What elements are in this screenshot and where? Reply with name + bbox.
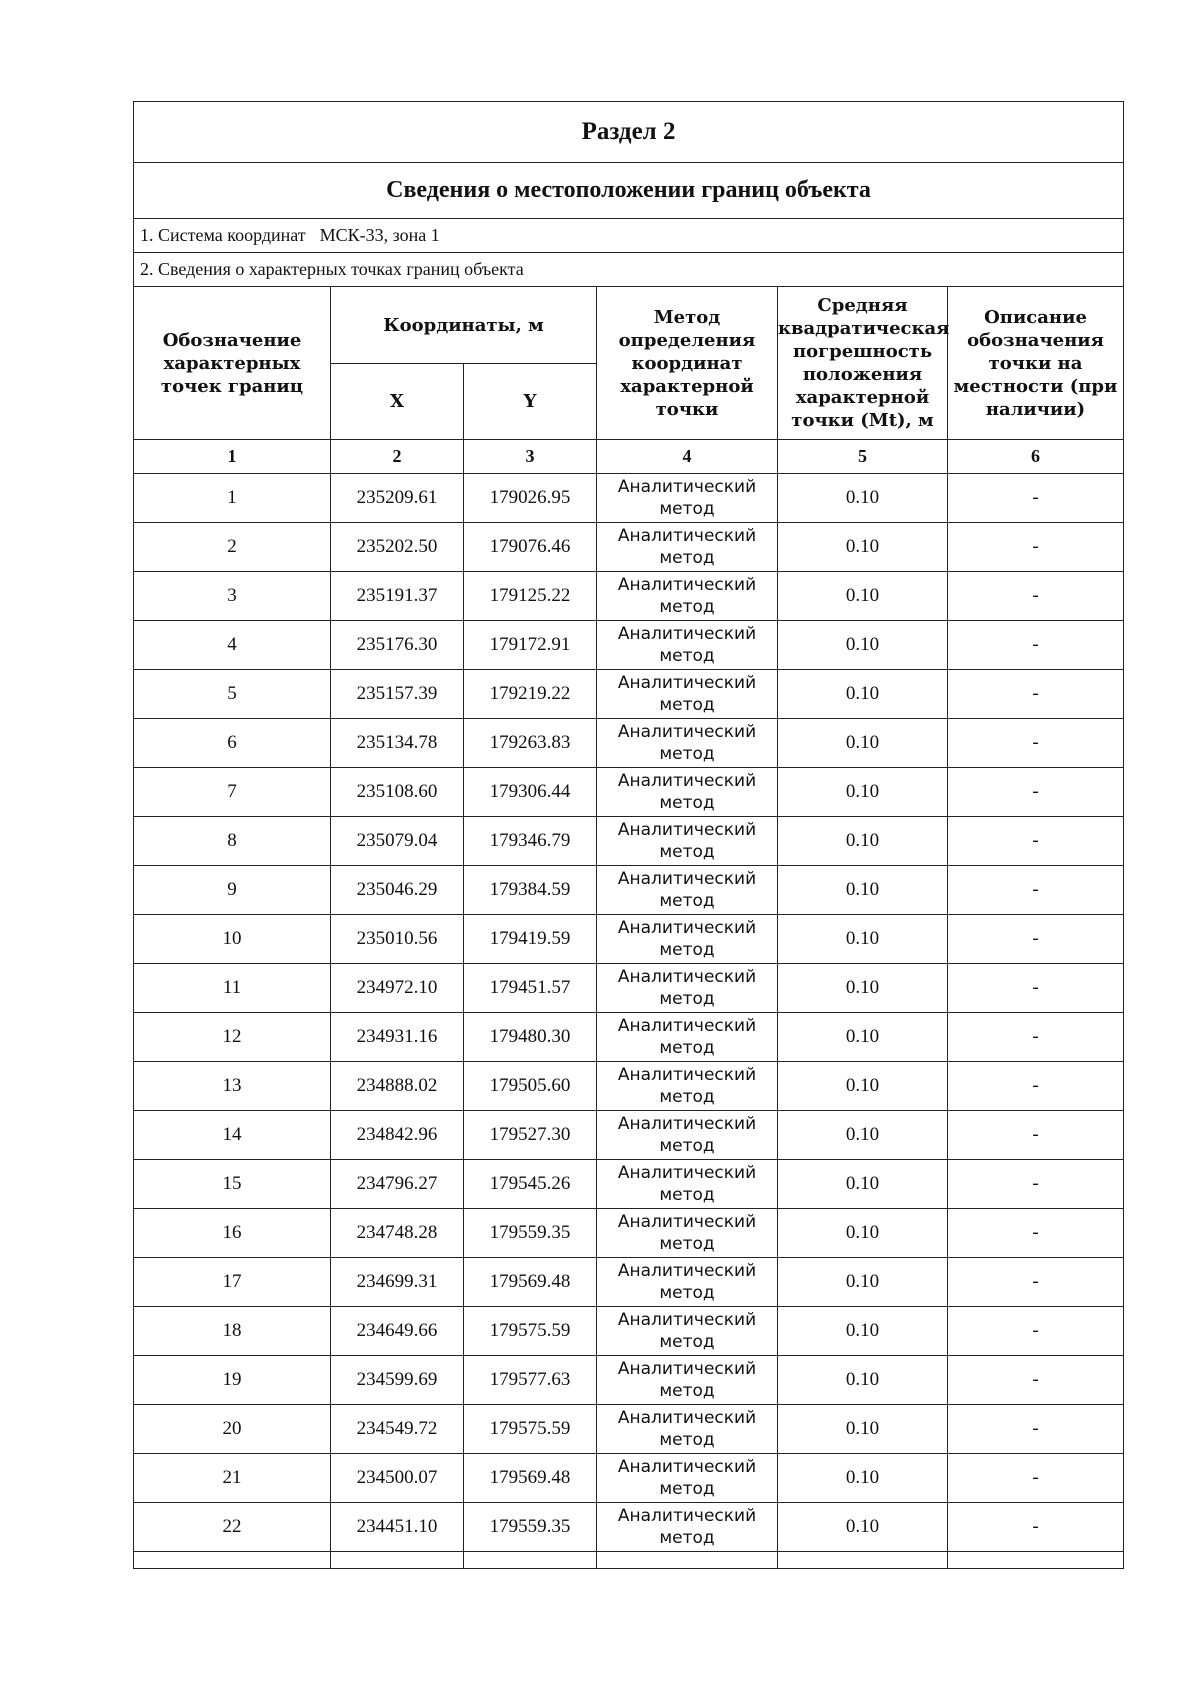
method-cell: Аналитический метод	[597, 1111, 778, 1160]
method-cell: Аналитический метод	[597, 866, 778, 915]
description-cell: -	[948, 1209, 1124, 1258]
method-cell: Аналитический метод	[597, 572, 778, 621]
coord-x-cell: 234888.02	[331, 1062, 464, 1111]
point-number-cell: 12	[134, 1013, 331, 1062]
coord-y-cell: 179306.44	[464, 768, 597, 817]
coord-x-cell: 234699.31	[331, 1258, 464, 1307]
description-cell: -	[948, 670, 1124, 719]
coord-y-cell: 179172.91	[464, 621, 597, 670]
table-row	[134, 866, 1124, 915]
header-description: Описание обозначения точки на местности (при наличии)	[948, 287, 1124, 440]
mean-error-cell: 0.10	[778, 1160, 948, 1209]
method-cell: Аналитический метод	[597, 1062, 778, 1111]
column-number: 4	[597, 440, 778, 474]
table-row	[134, 1160, 1124, 1209]
method-cell: Аналитический метод	[597, 964, 778, 1013]
table-row	[134, 1062, 1124, 1111]
header-coordinates: Координаты, м	[331, 287, 597, 364]
table-row	[134, 1013, 1124, 1062]
table-row	[134, 1111, 1124, 1160]
coord-x-cell: 234549.72	[331, 1405, 464, 1454]
coord-y-cell: 179569.48	[464, 1258, 597, 1307]
empty-cell	[464, 1552, 597, 1569]
point-number-cell: 4	[134, 621, 331, 670]
table-row	[134, 768, 1124, 817]
method-cell: Аналитический метод	[597, 670, 778, 719]
point-number-cell: 16	[134, 1209, 331, 1258]
mean-error-cell: 0.10	[778, 719, 948, 768]
coord-x-cell: 235176.30	[331, 621, 464, 670]
description-cell: -	[948, 915, 1124, 964]
table-row	[134, 1307, 1124, 1356]
mean-error-cell: 0.10	[778, 474, 948, 523]
point-number-cell: 2	[134, 523, 331, 572]
description-cell: -	[948, 572, 1124, 621]
coord-x-cell: 235046.29	[331, 866, 464, 915]
coord-system-label: 1. Система координат	[140, 225, 306, 245]
mean-error-cell: 0.10	[778, 964, 948, 1013]
coord-y-cell: 179480.30	[464, 1013, 597, 1062]
mean-error-cell: 0.10	[778, 1307, 948, 1356]
table-row	[134, 1209, 1124, 1258]
method-cell: Аналитический метод	[597, 1356, 778, 1405]
method-cell: Аналитический метод	[597, 1454, 778, 1503]
column-number: 2	[331, 440, 464, 474]
coord-y-cell: 179545.26	[464, 1160, 597, 1209]
empty-cell	[134, 1552, 331, 1569]
coord-y-cell: 179559.35	[464, 1209, 597, 1258]
coord-x-cell: 235157.39	[331, 670, 464, 719]
method-cell: Аналитический метод	[597, 915, 778, 964]
header-method: Метод определения координат характерной точки	[597, 287, 778, 440]
coord-x-cell: 234599.69	[331, 1356, 464, 1405]
coord-y-cell: 179451.57	[464, 964, 597, 1013]
mean-error-cell: 0.10	[778, 1209, 948, 1258]
method-cell: Аналитический метод	[597, 1503, 778, 1552]
coord-y-cell: 179419.59	[464, 915, 597, 964]
mean-error-cell: 0.10	[778, 1062, 948, 1111]
table-row	[134, 523, 1124, 572]
method-cell: Аналитический метод	[597, 1209, 778, 1258]
method-cell: Аналитический метод	[597, 1405, 778, 1454]
coord-x-cell: 235191.37	[331, 572, 464, 621]
description-cell: -	[948, 1062, 1124, 1111]
coord-y-cell: 179505.60	[464, 1062, 597, 1111]
coord-x-cell: 234972.10	[331, 964, 464, 1013]
description-cell: -	[948, 1454, 1124, 1503]
description-cell: -	[948, 1356, 1124, 1405]
point-number-cell: 13	[134, 1062, 331, 1111]
coord-x-cell: 234451.10	[331, 1503, 464, 1552]
coord-x-cell: 235010.56	[331, 915, 464, 964]
description-cell: -	[948, 1013, 1124, 1062]
table-row	[134, 964, 1124, 1013]
table-row	[134, 719, 1124, 768]
header-designation: Обозначение характерных точек границ	[134, 287, 331, 440]
description-cell: -	[948, 719, 1124, 768]
table-row	[134, 1454, 1124, 1503]
empty-cell	[778, 1552, 948, 1569]
point-number-cell: 3	[134, 572, 331, 621]
empty-cell	[597, 1552, 778, 1569]
point-number-cell: 18	[134, 1307, 331, 1356]
point-number-cell: 8	[134, 817, 331, 866]
coord-y-cell: 179575.59	[464, 1405, 597, 1454]
method-cell: Аналитический метод	[597, 523, 778, 572]
mean-error-cell: 0.10	[778, 670, 948, 719]
coord-x-cell: 234796.27	[331, 1160, 464, 1209]
empty-cell	[331, 1552, 464, 1569]
point-number-cell: 15	[134, 1160, 331, 1209]
header-error: Средняя квадратическая погрешность положения характерной точки (Mt), м	[778, 287, 948, 440]
description-cell: -	[948, 1307, 1124, 1356]
coord-system-line	[134, 219, 1124, 253]
mean-error-cell: 0.10	[778, 817, 948, 866]
column-number: 6	[948, 440, 1124, 474]
mean-error-cell: 0.10	[778, 915, 948, 964]
method-cell: Аналитический метод	[597, 719, 778, 768]
coord-y-cell: 179346.79	[464, 817, 597, 866]
coord-x-cell: 234649.66	[331, 1307, 464, 1356]
column-numbers-row	[134, 440, 1124, 474]
method-cell: Аналитический метод	[597, 621, 778, 670]
description-cell: -	[948, 523, 1124, 572]
description-cell: -	[948, 1405, 1124, 1454]
description-cell: -	[948, 964, 1124, 1013]
coord-x-cell: 235134.78	[331, 719, 464, 768]
section-subtitle: Сведения о местоположении границ объекта	[134, 163, 1124, 219]
coord-y-cell: 179577.63	[464, 1356, 597, 1405]
method-cell: Аналитический метод	[597, 1307, 778, 1356]
method-cell: Аналитический метод	[597, 768, 778, 817]
table-row	[134, 817, 1124, 866]
point-number-cell: 14	[134, 1111, 331, 1160]
coord-y-cell: 179263.83	[464, 719, 597, 768]
point-number-cell: 11	[134, 964, 331, 1013]
mean-error-cell: 0.10	[778, 1405, 948, 1454]
method-cell: Аналитический метод	[597, 1160, 778, 1209]
header-x: X	[331, 364, 464, 440]
coord-x-cell: 235202.50	[331, 523, 464, 572]
point-number-cell: 7	[134, 768, 331, 817]
coord-x-cell: 235209.61	[331, 474, 464, 523]
mean-error-cell: 0.10	[778, 866, 948, 915]
description-cell: -	[948, 866, 1124, 915]
table-row	[134, 474, 1124, 523]
point-number-cell: 6	[134, 719, 331, 768]
description-cell: -	[948, 621, 1124, 670]
coord-y-cell: 179527.30	[464, 1111, 597, 1160]
mean-error-cell: 0.10	[778, 1258, 948, 1307]
coord-x-cell: 234748.28	[331, 1209, 464, 1258]
method-cell: Аналитический метод	[597, 817, 778, 866]
description-cell: -	[948, 474, 1124, 523]
coord-x-cell: 235079.04	[331, 817, 464, 866]
table-row	[134, 1405, 1124, 1454]
description-cell: -	[948, 768, 1124, 817]
column-number: 5	[778, 440, 948, 474]
table-row	[134, 915, 1124, 964]
mean-error-cell: 0.10	[778, 523, 948, 572]
column-number: 3	[464, 440, 597, 474]
point-number-cell: 1	[134, 474, 331, 523]
coord-x-cell: 234500.07	[331, 1454, 464, 1503]
description-cell: -	[948, 1258, 1124, 1307]
coord-y-cell: 179076.46	[464, 523, 597, 572]
coord-system-value: МСК-33, зона 1	[319, 225, 440, 245]
method-cell: Аналитический метод	[597, 1013, 778, 1062]
mean-error-cell: 0.10	[778, 1111, 948, 1160]
table-row	[134, 621, 1124, 670]
description-cell: -	[948, 1503, 1124, 1552]
mean-error-cell: 0.10	[778, 1013, 948, 1062]
point-number-cell: 20	[134, 1405, 331, 1454]
point-number-cell: 22	[134, 1503, 331, 1552]
point-number-cell: 10	[134, 915, 331, 964]
coord-x-cell: 235108.60	[331, 768, 464, 817]
document-sheet	[133, 101, 1123, 1569]
coord-y-cell: 179219.22	[464, 670, 597, 719]
point-number-cell: 9	[134, 866, 331, 915]
coord-y-cell: 179569.48	[464, 1454, 597, 1503]
description-cell: -	[948, 1111, 1124, 1160]
coord-y-cell: 179559.35	[464, 1503, 597, 1552]
table-row	[134, 572, 1124, 621]
method-cell: Аналитический метод	[597, 474, 778, 523]
column-number: 1	[134, 440, 331, 474]
mean-error-cell: 0.10	[778, 572, 948, 621]
coord-y-cell: 179026.95	[464, 474, 597, 523]
coord-y-cell: 179125.22	[464, 572, 597, 621]
mean-error-cell: 0.10	[778, 1356, 948, 1405]
boundary-table	[133, 101, 1124, 1569]
mean-error-cell: 0.10	[778, 1454, 948, 1503]
mean-error-cell: 0.10	[778, 621, 948, 670]
mean-error-cell: 0.10	[778, 1503, 948, 1552]
points-caption: 2. Сведения о характерных точках границ объекта	[134, 253, 1124, 287]
coord-x-cell: 234931.16	[331, 1013, 464, 1062]
point-number-cell: 17	[134, 1258, 331, 1307]
coord-x-cell: 234842.96	[331, 1111, 464, 1160]
point-number-cell: 5	[134, 670, 331, 719]
table-row	[134, 1503, 1124, 1552]
coord-y-cell: 179575.59	[464, 1307, 597, 1356]
point-number-cell: 21	[134, 1454, 331, 1503]
section-title: Раздел 2	[134, 102, 1124, 163]
table-row	[134, 670, 1124, 719]
coord-y-cell: 179384.59	[464, 866, 597, 915]
table-row	[134, 1258, 1124, 1307]
header-y: Y	[464, 364, 597, 440]
point-number-cell: 19	[134, 1356, 331, 1405]
table-end-row	[134, 1552, 1124, 1569]
empty-cell	[948, 1552, 1124, 1569]
description-cell: -	[948, 817, 1124, 866]
description-cell: -	[948, 1160, 1124, 1209]
mean-error-cell: 0.10	[778, 768, 948, 817]
table-row	[134, 1356, 1124, 1405]
method-cell: Аналитический метод	[597, 1258, 778, 1307]
